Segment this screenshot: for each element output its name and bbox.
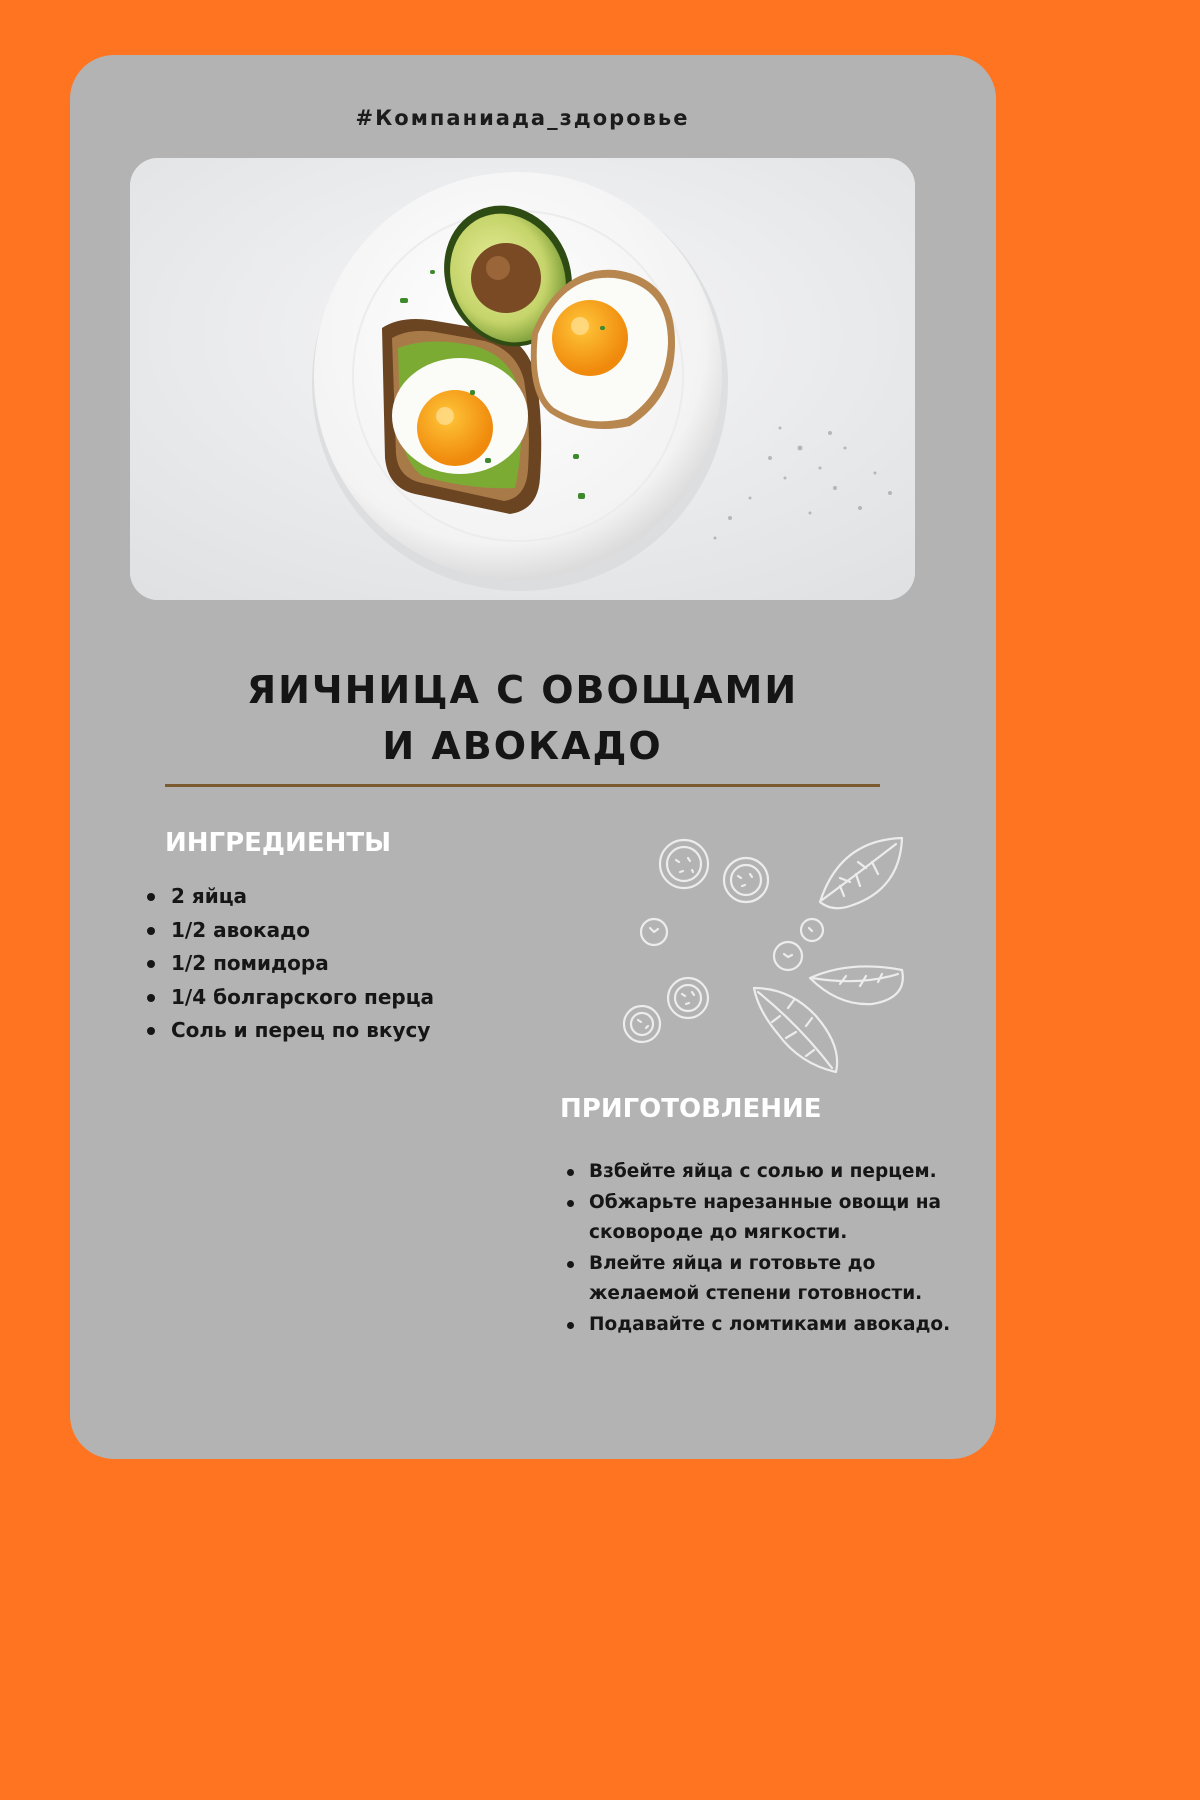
title-divider — [165, 784, 880, 787]
dish-photo — [130, 158, 915, 600]
list-item: Взбейте яйца с солью и перцем. — [565, 1157, 985, 1188]
recipe-title — [0, 662, 1045, 774]
list-item: Влейте яйца и готовьте до желаемой степени готовности. — [565, 1249, 985, 1310]
recipe-title-line1: ЯИЧНИЦА С ОВОЩАМИ — [246, 668, 799, 712]
vegetables-doodle-icon — [610, 820, 920, 1080]
hashtag: #Компаниада_здоровье — [355, 106, 690, 130]
list-item: Обжарьте нарезанные овощи на сковороде до мягкости. — [565, 1188, 985, 1249]
list-item: 1/4 болгарского перца — [145, 981, 434, 1015]
list-item: Подавайте с ломтиками авокадо. — [565, 1310, 985, 1341]
list-item: 2 яйца — [145, 880, 434, 914]
list-item: 1/2 помидора — [145, 947, 434, 981]
fried-eggs-avocado-toast-photo — [130, 158, 915, 600]
ingredients-list — [145, 880, 434, 1048]
list-item: 1/2 авокадо — [145, 914, 434, 948]
ingredients-heading: ИНГРЕДИЕНТЫ — [165, 828, 392, 858]
list-item: Соль и перец по вкусу — [145, 1014, 434, 1048]
preparation-heading: ПРИГОТОВЛЕНИЕ — [560, 1094, 822, 1124]
preparation-list — [565, 1157, 985, 1340]
recipe-title-line2: И АВОКАДО — [382, 724, 663, 768]
